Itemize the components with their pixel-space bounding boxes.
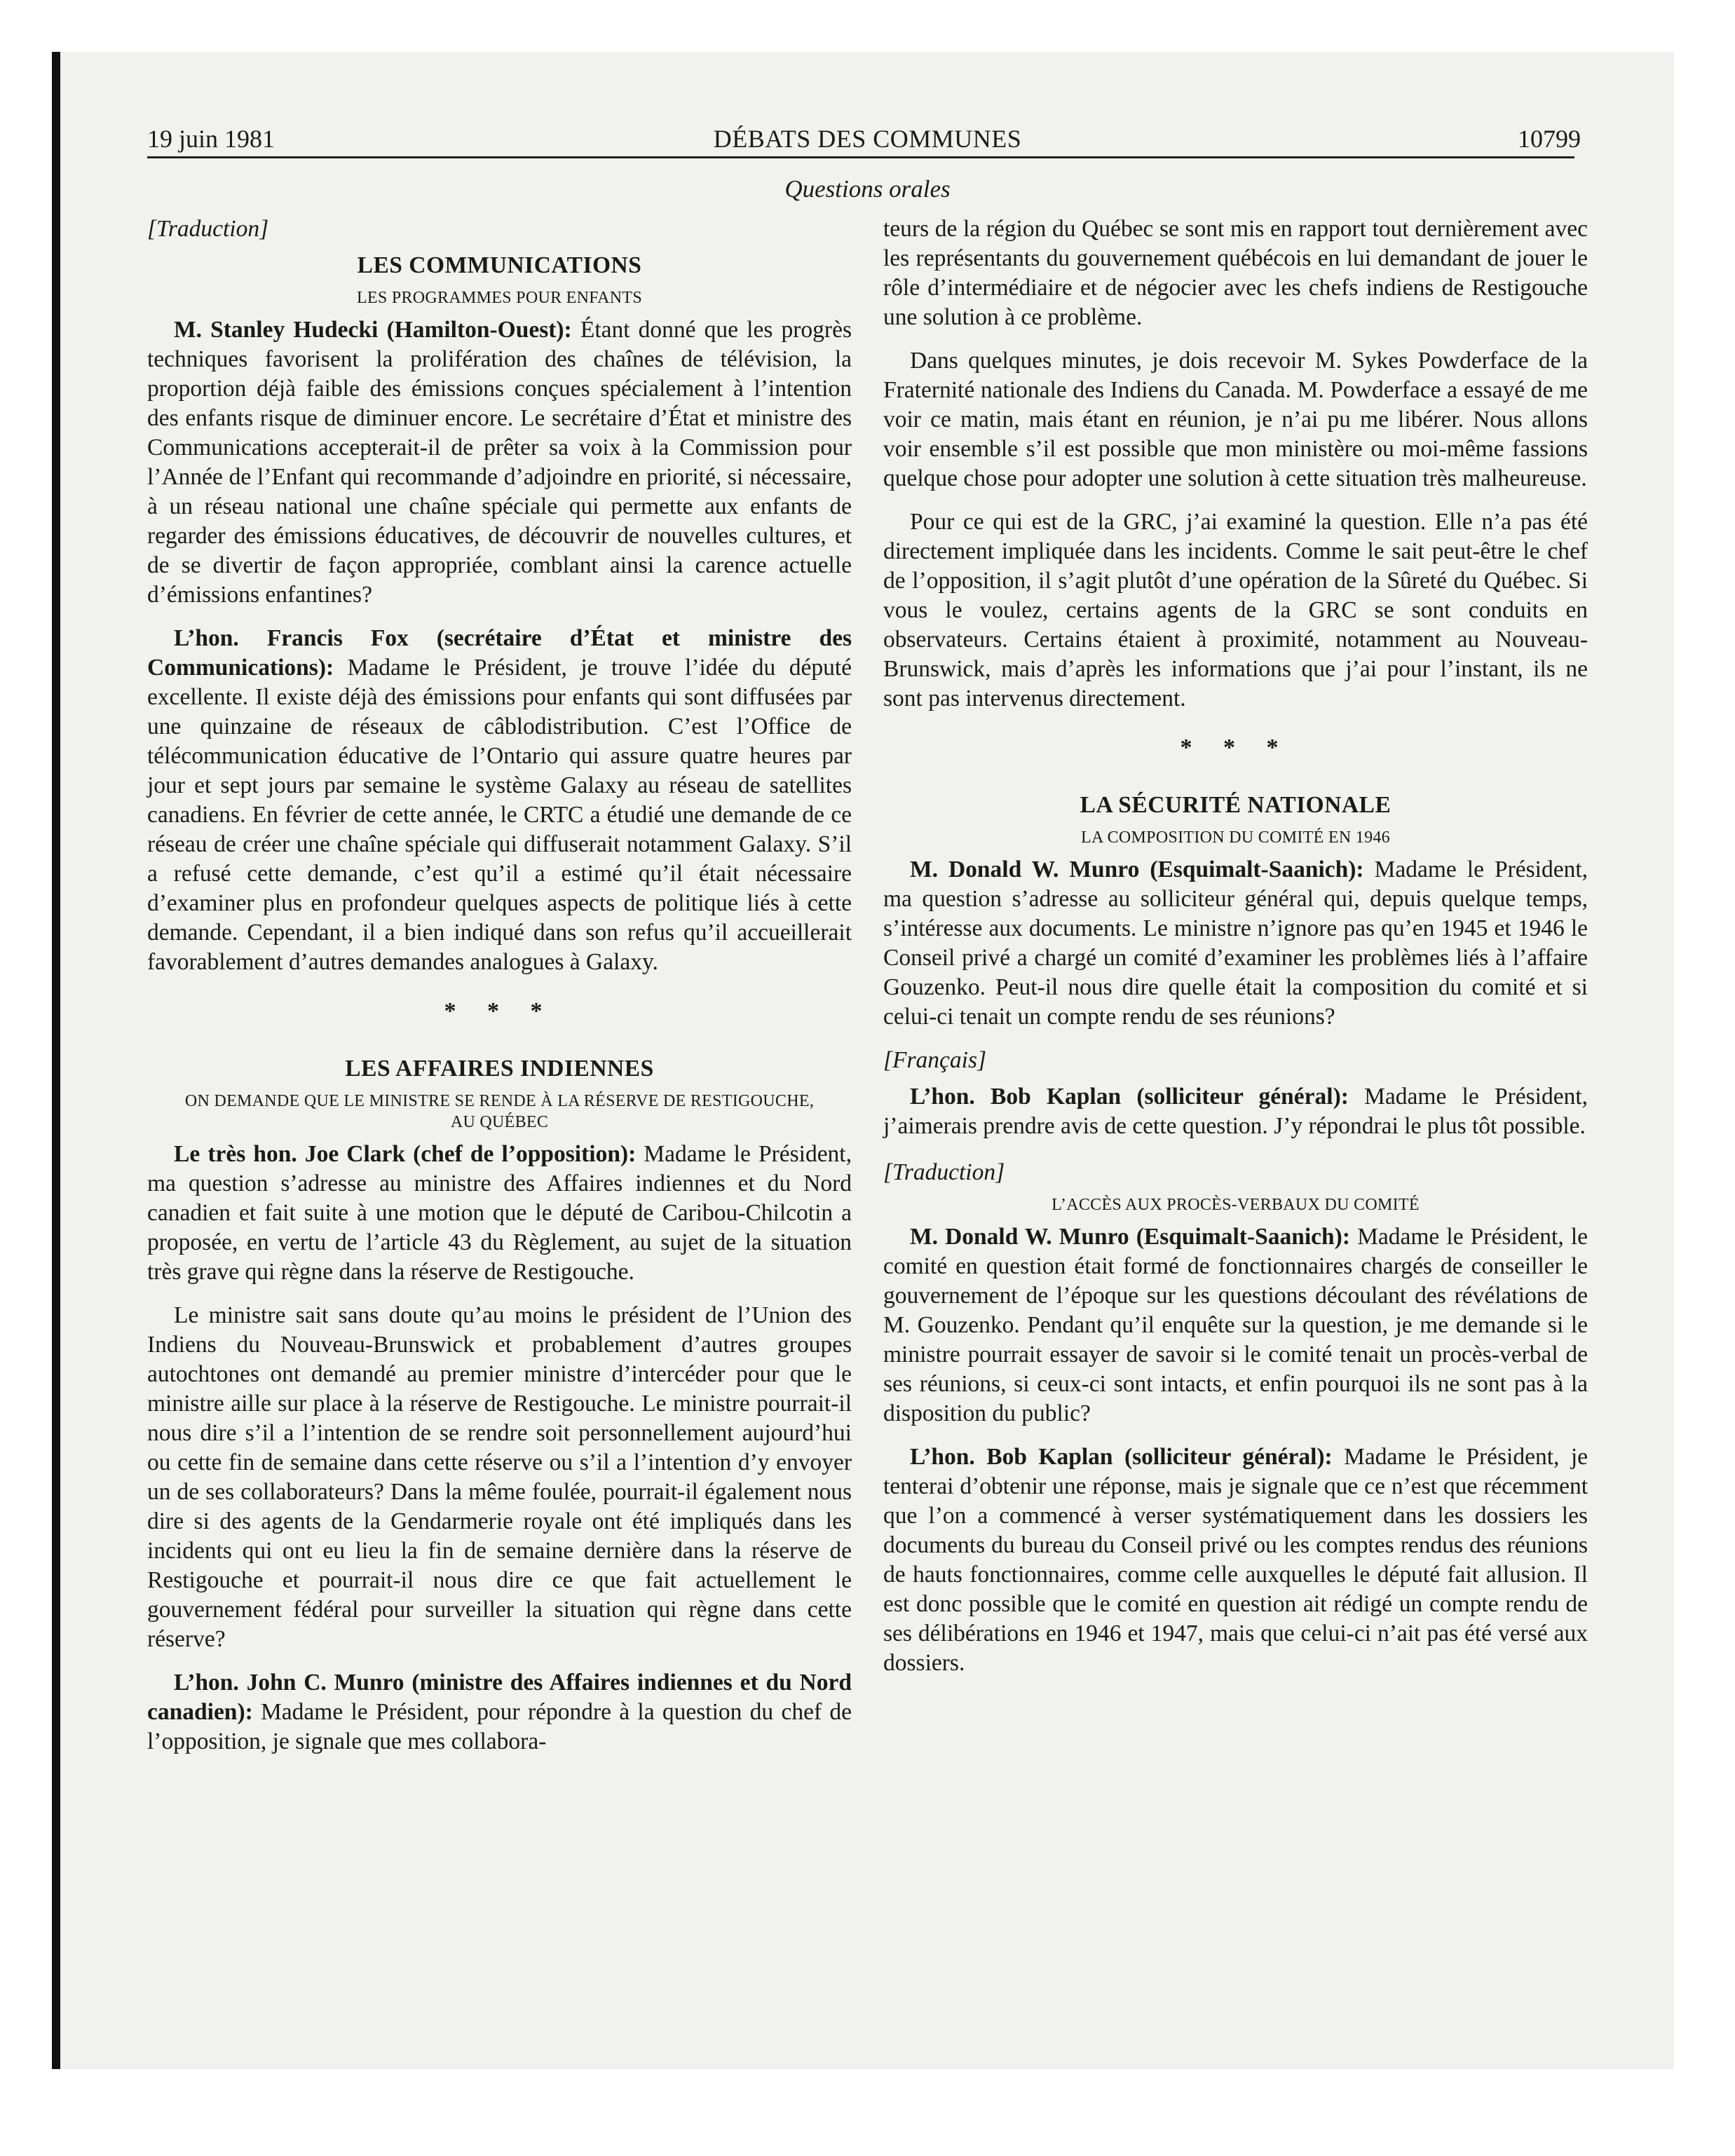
speech-paragraph xyxy=(883,855,1588,1032)
speech-paragraph xyxy=(147,315,852,610)
subsection-heading: LES PROGRAMMES POUR ENFANTS xyxy=(356,289,643,307)
speaker-name: M. Stanley Hudecki (Hamilton-Ouest): xyxy=(174,317,572,343)
section-heading: LES COMMUNICATIONS xyxy=(357,252,642,278)
speech-text: Madame le Président, j’aimerais prendre avis de cette question. J’y répondrai le plus tôt possible. xyxy=(883,1084,1588,1139)
translation-note: [Traduction] xyxy=(147,216,269,242)
speech-text: Madame le Président, ma question s’adresse au solliciteur général qui, depuis quelque temps, s’intéresse aux documents. Le ministre n’ignore pas qu’en 1945 et 1946 le Conseil privé a chargé un comité d’examiner les problèmes liés à l’affaire Gouzenko. Peut-il nous dire quelle était la composition du comité et si celui-ci tenait un compte rendu de ses réunions? xyxy=(883,857,1588,1030)
speech-paragraph xyxy=(147,1668,852,1756)
publication-title: DÉBATS DES COMMUNES xyxy=(713,125,1022,153)
speech-text: Madame le Président, je tenterai d’obtenir une réponse, mais je signale que ce n’est que récemment que l’on a commencé à verser systématiquement dans les dossiers les documents du bureau du Conseil privé ou les comptes rendus des réunions de hauts fonctionnaires, comme celle auxquelles le député fait allusion. Il est donc possible que le comité en question ait rédigé un compte rendu de ses délibérations en 1946 et 1947, mais que celui-ci n’ait pas été versé aux dossiers. xyxy=(883,1444,1588,1676)
speech-paragraph: teurs de la région du Québec se sont mis en rapport tout dernièrement avec les représentants du gouvernement québécois en lui demandant de jouer le rôle d’intermédiaire et de négocier avec les chefs indiens de Restigouche une solution à ce problème. xyxy=(883,216,1588,330)
speaker-name: L’hon. John C. Munro (ministre des Affaires indiennes et du Nord canadien): xyxy=(147,1670,852,1725)
section-heading: LA SÉCURITÉ NATIONALE xyxy=(1080,792,1392,818)
left-column xyxy=(147,214,852,1770)
speech-paragraph xyxy=(883,1442,1588,1678)
speaker-name: L’hon. Bob Kaplan (solliciteur général): xyxy=(910,1084,1349,1110)
speech-text: Étant donné que les progrès techniques favorisent la prolifération des chaînes de télévision, la proportion déjà faible des émissions conçues spécialement à l’intention des enfants risque de diminuer encore. Le secrétaire d’État et ministre des Communications accepterait-il de prêter sa voix à la Commission pour l’Année de l’Enfant qui recommande d’adjoindre en priorité, si nécessaire, à un réseau national une chaîne spéciale qui permette aux enfants de regarder des émissions éducatives, de découvrir de nouvelles cultures, et de se divertir de façon appropriée, comblant ainsi la carence actuelle d’émissions enfantines? xyxy=(147,317,852,608)
language-note: [Français] xyxy=(883,1047,987,1073)
speaker-name: M. Donald W. Munro (Esquimalt-Saanich): xyxy=(910,1224,1350,1250)
speech-paragraph: Pour ce qui est de la GRC, j’ai examiné la question. Elle n’a pas été directement impliquée dans les incidents. Comme le sait peut-être le chef de l’opposition, il s’agit plutôt d’une opération de la Sûreté du Québec. Si vous le voulez, certains agents de la GRC se sont conduits en observateurs. Certains étaient à proximité, notamment au Nouveau-Brunswick, mais d’après les informations que j’ai pour l’instant, ils ne sont pas intervenus directement. xyxy=(883,509,1588,711)
translation-note: [Traduction] xyxy=(883,1159,1005,1185)
speech-text: Madame le Président, je trouve l’idée du député excellente. Il existe déjà des émissions pour enfants qui sont diffusées par une quinzaine de réseaux de câblodistribution. C’est l’Office de télécommunication éducative de l’Ontario qui assure quatre heures par jour et sept jours par semaine le système Galaxy au réseau de satellites canadiens. En février de cette année, le CRTC a étudié une demande de ce réseau de créer une chaîne spéciale qui diffuserait notamment Galaxy. S’il a refusé cette demande, c’est qu’il a estimé qu’il était nécessaire d’examiner plus en profondeur quelques aspects de politique liés à cette demande. Cependant, il a bien indiqué dans son refus qu’il accueillerait favorablement d’autres demandes analogues à Galaxy. xyxy=(147,655,852,975)
page-date: 19 juin 1981 xyxy=(147,125,275,153)
subsection-heading: LA COMPOSITION DU COMITÉ EN 1946 xyxy=(1081,828,1390,847)
speaker-name: L’hon. Francis Fox (secrétaire d’État et ministre des Communications): xyxy=(147,625,852,681)
page-number: 10799 xyxy=(1518,125,1581,153)
section-separator: * * * xyxy=(444,998,555,1024)
speech-text: Madame le Président, le comité en question était formé de fonctionnaires chargés de conseiller le gouvernement de l’époque sur les questions découlant des révélations de M. Gouzenko. Pendant qu’il enquête sur la question, je me demande si le ministre pourrait essayer de savoir si le comité tenait un procès-verbal de ses réunions, si ceux-ci sont intacts, et enfin pourquoi ils ne sont pas à la disposition du public? xyxy=(883,1224,1588,1426)
subsection-heading: L’ACCÈS AUX PROCÈS-VERBAUX DU COMITÉ xyxy=(1052,1196,1420,1214)
running-title: Questions orales xyxy=(784,175,951,203)
speech-text: Madame le Président, pour répondre à la question du chef de l’opposition, je signale que mes collabora- xyxy=(147,1699,852,1754)
speech-paragraph xyxy=(883,1082,1588,1141)
speech-paragraph: Le ministre sait sans doute qu’au moins le président de l’Union des Indiens du Nouveau-Brunswick et probablement d’autres groupes autochtones ont demandé au premier ministre d’intercéder pour que le ministre aille sur place à la réserve de Restigouche. Le ministre pourrait-il nous dire s’il a l’intention de se rendre soit personnellement aujourd’hui ou cette fin de semaine dans cette réserve ou s’il a l’intention d’y envoyer un de ses collaborateurs? Dans la même foulée, pourrait-il également nous dire si des agents de la Gendarmerie royale ont été impliqués dans les incidents qui ont eu lieu la fin de semaine dernière dans la réserve de Restigouche et pourrait-il nous dire ce que fait actuellement le gouvernement fédéral pour surveiller la situation qui règne dans cette réserve? xyxy=(147,1302,852,1652)
speaker-name: L’hon. Bob Kaplan (solliciteur général): xyxy=(910,1444,1333,1470)
speaker-name: M. Donald W. Munro (Esquimalt-Saanich): xyxy=(910,857,1364,882)
section-heading: LES AFFAIRES INDIENNES xyxy=(345,1056,654,1082)
subsection-heading: ON DEMANDE QUE LE MINISTRE SE RENDE À LA RÉSERVE DE RESTIGOUCHE, AU QUÉBEC xyxy=(184,1092,815,1131)
speech-paragraph xyxy=(147,624,852,977)
speech-paragraph xyxy=(147,1140,852,1287)
speech-text: Madame le Président, ma question s’adresse au ministre des Affaires indiennes et du Nord canadien et fait suite à une motion que le député de Caribou-Chilcotin a proposée, en vertu de l’article 43 du Règlement, au sujet de la situation très grave qui règne dans la réserve de Restigouche. xyxy=(147,1141,852,1285)
right-column xyxy=(883,214,1588,1692)
speech-paragraph xyxy=(883,1222,1588,1428)
header-rule xyxy=(147,156,1574,158)
speaker-name: Le très hon. Joe Clark (chef de l’opposition): xyxy=(174,1141,637,1167)
section-separator: * * * xyxy=(1180,735,1291,760)
speech-paragraph: Dans quelques minutes, je dois recevoir M. Sykes Powderface de la Fraternité nationale des Indiens du Canada. M. Powderface a essayé de me voir ce matin, mais étant en réunion, je n’ai pu me libérer. Nous allons voir ensemble s’il est possible que mon ministère ou moi-même fassions quelque chose pour adopter une solution à cette situation très malheureuse. xyxy=(883,348,1588,491)
